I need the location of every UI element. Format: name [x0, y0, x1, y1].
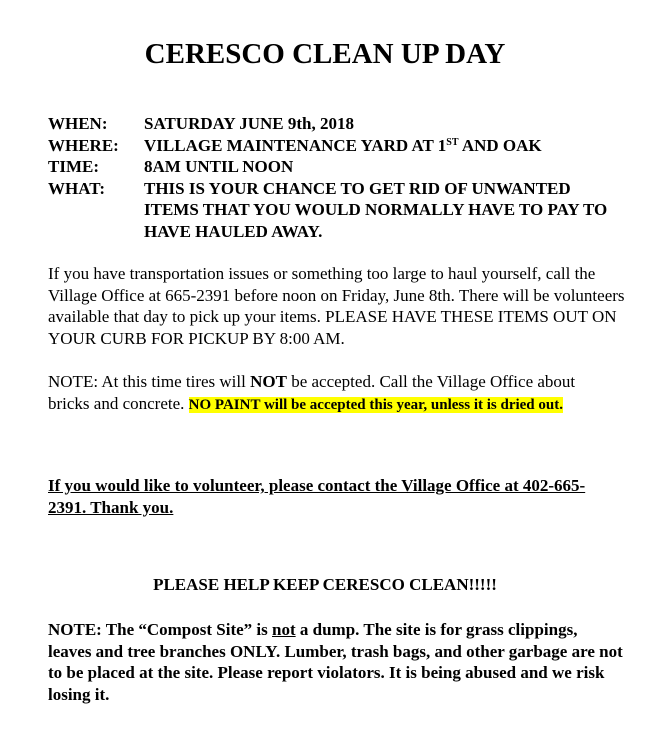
- time-label: TIME:: [48, 157, 99, 176]
- what-label: WHAT:: [48, 178, 105, 198]
- where-row: [48, 135, 628, 157]
- compost-text-end: a dump. The site is for grass clippings, leaves and tree branches ONLY. Lumber, trash bags, and other garbage are not to be placed at the site. Please report violators. It is being abused and we risk losing it.: [48, 620, 623, 704]
- what-row: [48, 178, 628, 243]
- where-value: [144, 135, 628, 157]
- where-value-main: VILLAGE MAINTENANCE YARD AT 1: [144, 135, 447, 155]
- note-text-end: be accepted. Call the Village Office about bricks and concrete.: [48, 372, 576, 413]
- time-row: [48, 156, 628, 178]
- no-paint-highlight: NO PAINT will be accepted this year, unless it is dried out.: [188, 396, 563, 413]
- when-label: WHEN:: [48, 114, 108, 133]
- when-row: [48, 113, 628, 135]
- tires-paint-note: [48, 371, 596, 416]
- note-emphasis: NOT: [250, 372, 287, 391]
- flyer-title: CERESCO CLEAN UP DAY: [144, 38, 506, 70]
- event-details: [48, 113, 628, 242]
- where-value-ordinal: ST: [446, 136, 459, 148]
- note-text-start: NOTE: At this time tires will: [48, 372, 251, 391]
- volunteer-contact: If you would like to volunteer, please contact the Village Office at 402-665-2391. Thank you.: [48, 476, 586, 517]
- compost-underlined-word: not: [272, 620, 296, 639]
- where-value-end: AND OAK: [458, 135, 542, 155]
- keep-clean-heading: PLEASE HELP KEEP CERESCO CLEAN!!!!!: [153, 575, 497, 594]
- compost-text-start: NOTE: The “Compost Site” is: [48, 620, 273, 639]
- what-value: THIS IS YOUR CHANCE TO GET RID OF UNWANTED ITEMS THAT YOU WOULD NORMALLY HAVE TO PAY TO HAVE HAULED AWAY.: [144, 178, 608, 241]
- when-value: SATURDAY JUNE 9th, 2018: [144, 114, 355, 133]
- where-label: WHERE:: [48, 135, 119, 155]
- compost-site-note: [48, 619, 623, 705]
- time-value: 8AM UNTIL NOON: [144, 157, 294, 176]
- transport-paragraph: If you have transportation issues or something too large to haul yourself, call the Village Office at 665-2391 before noon on Friday, June 8th. There will be volunteers available that day to pick up your items. PLEASE HAVE THESE ITEMS OUT ON YOUR CURB FOR PICKUP BY 8:00 AM.: [48, 264, 625, 348]
